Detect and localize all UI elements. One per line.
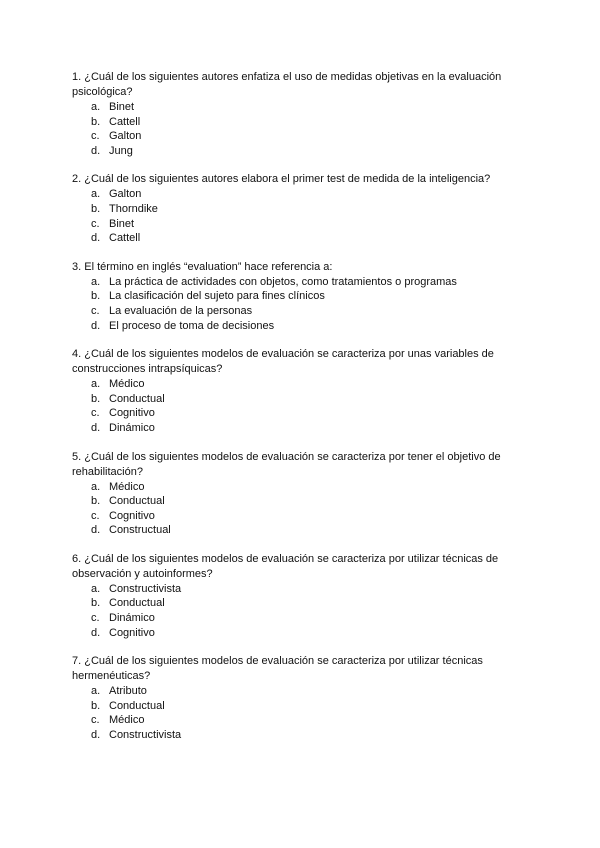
option-d — [91, 523, 542, 538]
option-text: Cattell — [109, 232, 141, 245]
option-letter: c. — [91, 509, 100, 522]
option-list — [72, 582, 542, 640]
option-text: Cattell — [109, 115, 141, 128]
option-text: Jung — [109, 144, 133, 157]
option-c — [91, 611, 542, 626]
option-list — [72, 684, 542, 742]
option-c — [91, 304, 542, 319]
option-a — [91, 480, 542, 495]
option-b — [91, 289, 542, 304]
option-text: Conductual — [109, 597, 165, 610]
option-letter: a. — [91, 275, 101, 288]
question-text: 5. ¿Cuál de los siguientes modelos de evaluación se caracteriza por tener el objetivo de rehabilitación? — [72, 450, 501, 478]
option-c — [91, 129, 542, 144]
option-b — [91, 392, 542, 407]
option-text: Binet — [109, 101, 135, 113]
option-a — [91, 187, 542, 202]
option-text: Constructivista — [109, 729, 182, 742]
option-letter: b. — [91, 699, 101, 712]
option-text: Binet — [109, 217, 135, 230]
option-text: Cognitivo — [109, 626, 155, 639]
question-text: 2. ¿Cuál de los siguientes autores elabora el primer test de medida de la inteligencia? — [72, 173, 491, 186]
option-letter: b. — [91, 290, 101, 303]
option-a — [91, 275, 542, 290]
option-letter: d. — [91, 421, 101, 434]
option-letter: a. — [91, 582, 101, 595]
option-letter: a. — [91, 378, 101, 391]
question-1 — [72, 70, 542, 158]
option-a — [91, 100, 542, 115]
option-text: Médico — [109, 378, 145, 391]
option-d — [91, 626, 542, 641]
option-letter: c. — [91, 304, 100, 317]
option-d — [91, 144, 542, 159]
option-b — [91, 202, 542, 217]
option-list — [72, 275, 542, 333]
option-b — [91, 115, 542, 130]
option-text: La evaluación de la personas — [109, 304, 253, 317]
option-list — [72, 480, 542, 538]
option-a — [91, 684, 542, 699]
option-letter: b. — [91, 597, 101, 610]
option-text: Cognitivo — [109, 509, 155, 522]
question-text: 6. ¿Cuál de los siguientes modelos de evaluación se caracteriza por utilizar técnicas de observación y autoinformes? — [72, 552, 499, 580]
option-letter: a. — [91, 188, 101, 201]
option-text: La clasificación del sujeto para fines clínicos — [109, 290, 325, 303]
option-list — [72, 187, 542, 245]
option-letter: b. — [91, 202, 101, 215]
option-letter: c. — [91, 217, 100, 230]
option-text: El proceso de toma de decisiones — [109, 319, 275, 332]
question-7 — [72, 654, 542, 742]
option-b — [91, 596, 542, 611]
option-letter: b. — [91, 392, 101, 405]
option-c — [91, 713, 542, 728]
question-4 — [72, 347, 542, 435]
option-letter: c. — [91, 407, 100, 420]
question-text: 4. ¿Cuál de los siguientes modelos de evaluación se caracteriza por unas variables de construcciones intrapsíquicas? — [72, 348, 494, 376]
option-letter: c. — [91, 612, 100, 625]
option-text: Constructivista — [109, 582, 182, 595]
option-letter: d. — [91, 729, 101, 742]
option-letter: a. — [91, 685, 101, 698]
option-letter: c. — [91, 714, 100, 727]
option-letter: d. — [91, 232, 101, 245]
option-text: Galton — [109, 188, 142, 201]
option-letter: a. — [91, 101, 101, 113]
question-5 — [72, 450, 542, 538]
option-letter: d. — [91, 319, 101, 332]
question-2 — [72, 172, 542, 245]
option-a — [91, 582, 542, 597]
option-c — [91, 406, 542, 421]
option-letter: d. — [91, 144, 101, 157]
question-text: 7. ¿Cuál de los siguientes modelos de evaluación se caracteriza por utilizar técnicas hermenéuticas? — [72, 655, 483, 683]
option-text: Médico — [109, 480, 145, 493]
option-text: Thorndike — [109, 202, 158, 215]
question-text: 3. El término en inglés “evaluation” hace referencia a: — [72, 260, 333, 273]
option-text: Conductual — [109, 699, 165, 712]
question-3 — [72, 260, 542, 333]
option-list — [72, 100, 542, 158]
option-text: Dinámico — [109, 421, 155, 434]
option-letter: a. — [91, 480, 101, 493]
option-b — [91, 699, 542, 714]
option-d — [91, 231, 542, 246]
option-d — [91, 421, 542, 436]
option-d — [91, 319, 542, 334]
option-text: Galton — [109, 130, 142, 143]
option-c — [91, 217, 542, 232]
option-text: Conductual — [109, 495, 165, 508]
option-letter: d. — [91, 626, 101, 639]
option-text: Dinámico — [109, 612, 155, 625]
option-text: Cognitivo — [109, 407, 155, 420]
option-letter: c. — [91, 130, 100, 143]
option-d — [91, 728, 542, 743]
quiz-page — [72, 70, 542, 757]
option-a — [91, 377, 542, 392]
option-letter: b. — [91, 495, 101, 508]
option-text: Conductual — [109, 392, 165, 405]
question-6 — [72, 552, 542, 640]
option-b — [91, 494, 542, 509]
option-text: La práctica de actividades con objetos, como tratamientos o programas — [109, 275, 457, 288]
option-text: Atributo — [109, 685, 147, 698]
option-letter: b. — [91, 115, 101, 128]
option-text: Constructual — [109, 524, 171, 537]
option-letter: d. — [91, 524, 101, 537]
option-list — [72, 377, 542, 435]
option-text: Médico — [109, 714, 145, 727]
option-c — [91, 509, 542, 524]
question-text: 1. ¿Cuál de los siguientes autores enfatiza el uso de medidas objetivas en la evaluación psicológica? — [72, 71, 502, 98]
